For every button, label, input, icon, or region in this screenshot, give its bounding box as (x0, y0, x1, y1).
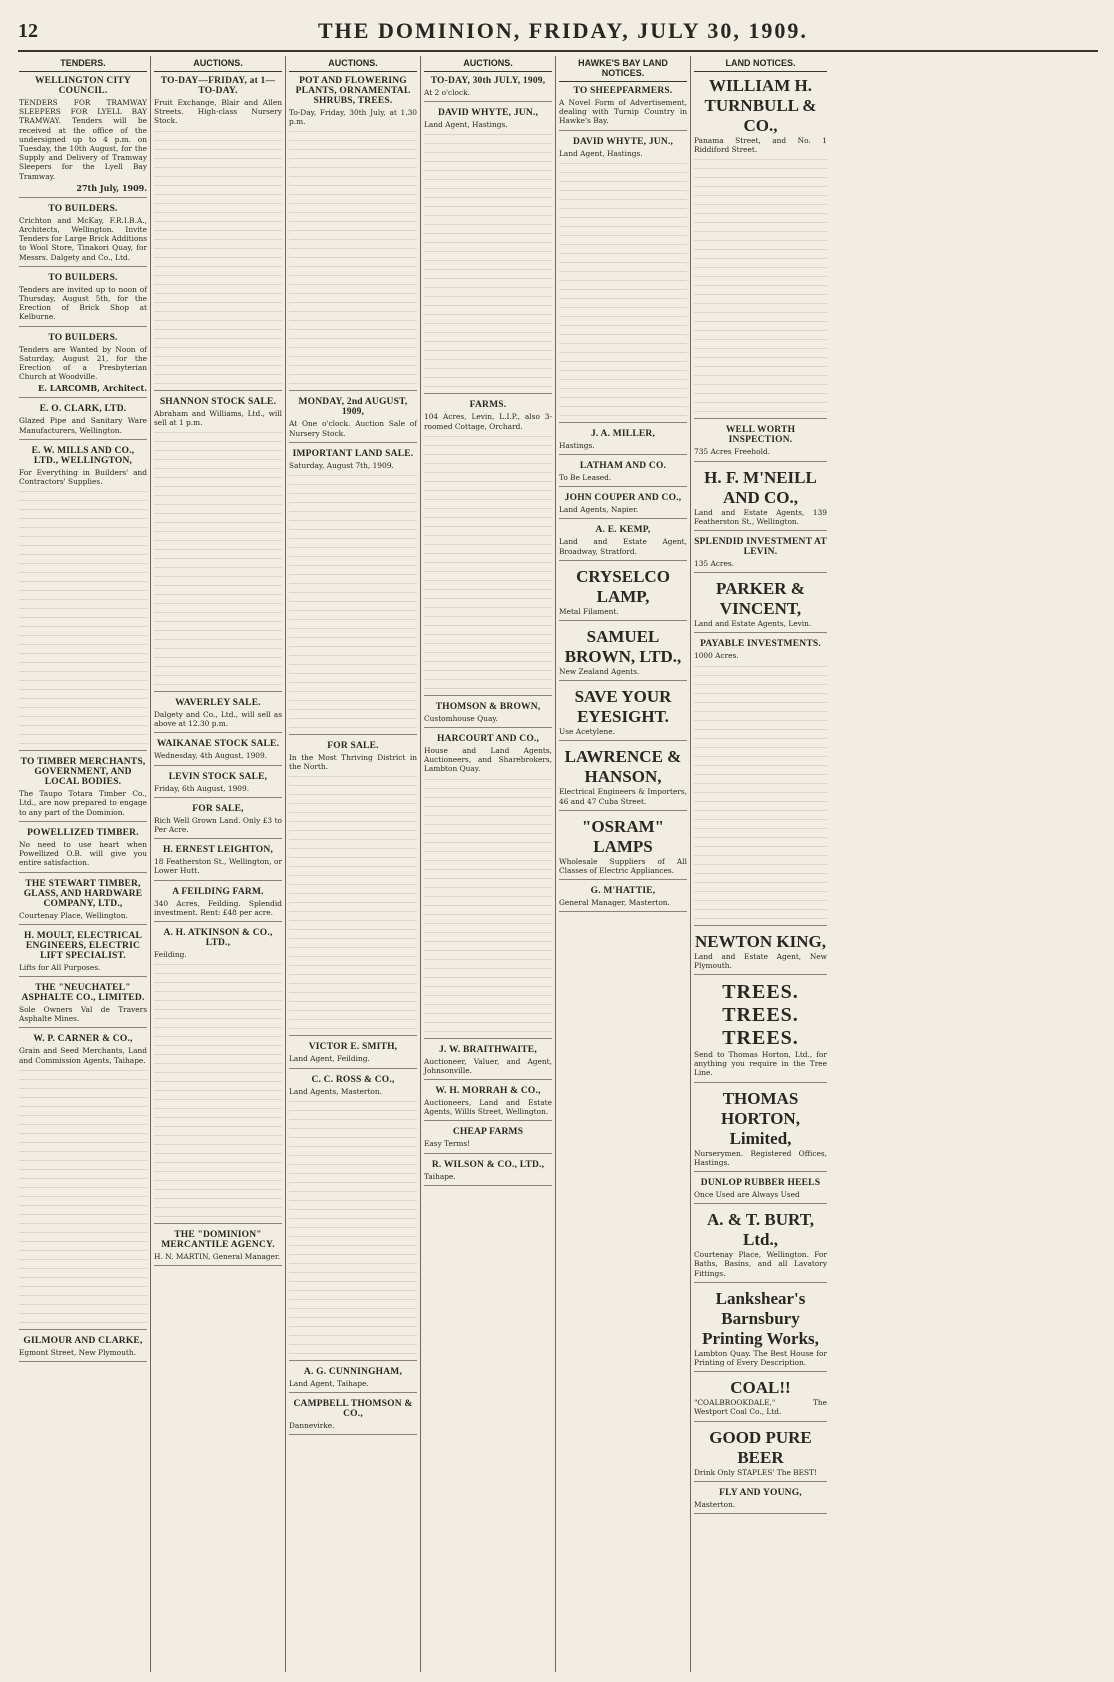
ad-body: In the Most Thriving District in the North. (289, 753, 417, 772)
ad-title: G. M'HATTIE, (590, 886, 656, 897)
ad (559, 567, 687, 621)
ad-body: Tenders are Wanted by Noon of Saturday, August 21, for the Erection of a Presbyterian Church at Woodville. (19, 344, 147, 382)
ad-body: Use Acetylene. (559, 727, 615, 737)
small-print (19, 486, 147, 746)
ad-title: J. A. MILLER, (590, 428, 656, 439)
small-print (154, 126, 282, 386)
ad (19, 76, 147, 198)
ad-title: SAVE YOUR EYESIGHT. (574, 687, 672, 727)
ad (559, 429, 687, 455)
ad-title: WAVERLEY SALE. (175, 698, 261, 709)
ad-title: TO BUILDERS. (48, 332, 118, 343)
ad-body: Rich Well Grown Land. Only £3 to Per Acre. (154, 815, 282, 835)
ad (154, 397, 282, 692)
ad-title: FOR SALE, (192, 803, 244, 814)
ad-title: H. F. M'NEILL AND CO., (704, 467, 817, 507)
ad-body: Land Agent, Hastings. (559, 148, 643, 158)
ad-body: Customhouse Quay. (424, 713, 498, 723)
ad-body: Friday, 6th August, 1909. (154, 783, 250, 793)
ad (19, 333, 147, 399)
ad-body: Land Agents, Napier. (559, 505, 639, 515)
ad-title: MONDAY, 2nd AUGUST, 1909, (298, 397, 408, 418)
ad-body: General Manager, Masterton. (559, 898, 670, 908)
ad-body: Land Agent, Feilding. (289, 1054, 370, 1064)
ad (694, 425, 827, 461)
ad-title: WELL WORTH INSPECTION. (725, 425, 796, 446)
ad-title: THE "DOMINION" MERCANTILE AGENCY. (161, 1230, 275, 1251)
ad-title: SHANNON STOCK SALE. (159, 396, 277, 407)
ad-body: Land and Estate Agent, Broadway, Stratford. (559, 537, 687, 556)
ad-body: Auctioneer, Valuer, and Agent, Johnsonville. (424, 1056, 552, 1075)
ad-body: Courtenay Place, Wellington. (19, 910, 128, 920)
ad-title: POWELLIZED TIMBER. (27, 827, 139, 838)
ad-body: Lifts for All Purposes. (19, 962, 101, 972)
ad (694, 579, 827, 633)
small-print (289, 1096, 417, 1356)
ad-body: H. N. MARTIN, General Manager. (154, 1252, 281, 1262)
ad (694, 981, 827, 1083)
ad-title: SAMUEL BROWN, LTD., (564, 627, 682, 667)
newspaper-title: THE DOMINION, FRIDAY, JULY 30, 1909. (318, 18, 808, 43)
column-header: AUCTIONS. (289, 56, 417, 72)
ad (694, 932, 827, 975)
ad-title: A. G. CUNNINGHAM, (303, 1366, 403, 1377)
columns (16, 56, 1100, 1672)
ad-body: Glazed Pipe and Sanitary Ware Manufacturers, Wellington. (19, 416, 147, 435)
ad (694, 639, 827, 925)
ad-title: SPLENDID INVESTMENT AT LEVIN. (694, 537, 827, 558)
ad (289, 397, 417, 442)
ad (289, 741, 417, 1036)
ad (19, 446, 147, 751)
ad (559, 687, 687, 741)
ad-body: Taihape. (424, 1171, 456, 1181)
ad-sig: 27th July, 1909. (76, 182, 147, 193)
ad-title: COAL!! (730, 1378, 791, 1398)
ad (424, 1160, 552, 1186)
ad-body: Lambton Quay. The Best House for Printing of Every Description. (694, 1348, 827, 1368)
ad-title: NEWTON KING, (695, 931, 826, 951)
ad (154, 698, 282, 733)
ad-body: Dannevirke. (289, 1421, 335, 1431)
ad-body: Land Agent, Hastings. (424, 120, 508, 130)
ad (154, 76, 282, 391)
ad (694, 1289, 827, 1372)
ad (694, 1488, 827, 1514)
ad-title: THOMSON & BROWN, (435, 701, 541, 712)
ad-body: 135 Acres. (694, 559, 734, 569)
ad (154, 845, 282, 880)
ad-title: FLY AND YOUNG, (719, 1487, 802, 1498)
ad (424, 108, 552, 394)
ad-title: R. WILSON & CO., LTD., (431, 1159, 545, 1170)
ad-title: TO-DAY, 30th JULY, 1909, (430, 76, 546, 86)
small-print (19, 1065, 147, 1325)
ad (694, 537, 827, 573)
ad-title: THE "NEUCHATEL" ASPHALTE CO., LIMITED. (21, 982, 145, 1003)
ad-title: LEVIN STOCK SALE, (168, 771, 268, 782)
ad (424, 76, 552, 102)
ad-body: Feilding. (154, 950, 187, 960)
small-print (289, 470, 417, 730)
small-print (694, 661, 827, 921)
ad-body: Once Used are Always Used (694, 1190, 800, 1200)
ad (19, 204, 147, 267)
ad-title: DAVID WHYTE, JUN., (572, 136, 674, 147)
small-print (559, 158, 687, 418)
ad-title: H. MOULT, ELECTRICAL ENGINEERS, ELECTRIC LIFT SPECIALIST. (23, 930, 143, 961)
ad-body: 104 Acres, Levin, L.I.P., also 3-roomed Cottage, Orchard. (424, 412, 552, 431)
column-header: AUCTIONS. (424, 56, 552, 72)
ad (559, 817, 687, 880)
ad-title: GOOD PURE BEER (709, 1427, 812, 1467)
ad (694, 1089, 827, 1172)
ad (289, 449, 417, 735)
column-auctions-3 (421, 56, 556, 1672)
small-print (424, 774, 552, 1034)
ad (694, 76, 827, 419)
ad (289, 1367, 417, 1393)
ad (424, 1045, 552, 1080)
column-header: LAND NOTICES. (694, 56, 827, 72)
ad (694, 1178, 827, 1204)
ad-title: H. ERNEST LEIGHTON, (162, 845, 274, 856)
ad-body: Auctioneers, Land and Estate Agents, Willis Street, Wellington. (424, 1098, 552, 1117)
ad (694, 1210, 827, 1283)
ad (154, 772, 282, 798)
column-header: AUCTIONS. (154, 56, 282, 72)
ad (559, 137, 687, 423)
ad-body: Sole Owners Val de Travers Asphalte Mines. (19, 1004, 147, 1024)
small-print (289, 771, 417, 1031)
ad-title: WELLINGTON CITY COUNCIL. (34, 76, 131, 96)
ad (289, 1399, 417, 1435)
ad (154, 739, 282, 765)
ad (19, 273, 147, 327)
ad-body: Land Agent, Taihape. (289, 1378, 369, 1388)
ad (559, 525, 687, 560)
ad-title: TO BUILDERS. (48, 272, 118, 283)
ad-body: To-Day, Friday, 30th July, at 1.30 p.m. (289, 108, 417, 127)
ad-title: "OSRAM" LAMPS (581, 816, 665, 856)
ad-body: 735 Acres Freehold. (694, 447, 771, 457)
ad-body: TENDERS FOR TRAMWAY SLEEPERS FOR LYELL BAY TRAMWAY. Tenders will be received at the office of the undersigned up to 4 p.m. on Tuesday, the 10th August, for the Supply and Delivery of Tramway Sleepers for the Lyell Bay Tramway. (19, 98, 147, 181)
ad-title: J. W. BRAITHWAITE, (439, 1044, 537, 1055)
ad-body: Easy Terms! (424, 1139, 471, 1149)
ad (289, 76, 417, 391)
ad-title: W. H. MORRAH & CO., (435, 1086, 541, 1097)
column-hawkes-bay (556, 56, 691, 1672)
ad-body: To Be Leased. (559, 473, 612, 483)
ad-body: Tenders are invited up to noon of Thursday, August 5th, for the Erection of Brick Shop at Kelburne. (19, 284, 147, 322)
ad (19, 757, 147, 822)
small-print (289, 126, 417, 386)
ad-title: W. P. CARNER & CO., (33, 1034, 133, 1045)
ad-body: "COALBROOKDALE," The Westport Coal Co., Ltd. (694, 1398, 827, 1417)
ad-title: CAMPBELL THOMSON & CO., (293, 1399, 413, 1420)
ad-title: A. H. ATKINSON & CO., LTD., (163, 928, 273, 949)
ad-body: Courtenay Place, Wellington. For Baths, Basins, and all Lavatory Fittings. (694, 1250, 827, 1278)
ad-body: 340 Acres, Feilding. Splendid investment. Rent: £48 per acre. (154, 898, 282, 917)
ad-body: 18 Featherston St., Wellington, or Lower Hutt. (154, 857, 282, 876)
column-header: HAWKE'S BAY LAND NOTICES. (559, 56, 687, 82)
ad (154, 887, 282, 922)
column-land-notices (691, 56, 830, 1672)
ad-title: TO BUILDERS. (48, 203, 118, 214)
ad (559, 86, 687, 131)
ad (289, 1042, 417, 1068)
ad-title: A FEILDING FARM. (172, 886, 264, 897)
ad-body: At 2 o'clock. (424, 88, 470, 97)
ad (559, 493, 687, 519)
ad-body: Land and Estate Agent, New Plymouth. (694, 951, 827, 970)
ad-body: 1000 Acres. (694, 651, 739, 661)
ad-title: DAVID WHYTE, JUN., (437, 108, 539, 119)
small-print (424, 129, 552, 389)
ad-body: New Zealand Agents. (559, 667, 640, 677)
ad-body: Wednesday, 4th August, 1909. (154, 751, 268, 761)
ad-title: CHEAP FARMS (452, 1127, 524, 1138)
ad-title: E. W. MILLS AND CO., LTD., WELLINGTON, (31, 445, 135, 466)
ad-body: Abraham and Williams, Ltd., will sell at 1 p.m. (154, 408, 282, 427)
ad (154, 1230, 282, 1266)
ad-sig: E. LARCOMB, Architect. (38, 383, 147, 394)
ad (19, 931, 147, 977)
ad (154, 928, 282, 1224)
ad-body: Dalgety and Co., Ltd., will sell as above at 12.30 p.m. (154, 710, 282, 729)
ad-title: VICTOR E. SMITH, (308, 1042, 398, 1053)
ad (694, 1378, 827, 1421)
ad (424, 1086, 552, 1121)
ad-body: Grain and Seed Merchants, Land and Commission Agents, Taihape. (19, 1046, 147, 1065)
ad-body: Nurserymen. Registered Offices, Hastings. (694, 1148, 827, 1167)
column-tenders (16, 56, 151, 1672)
ad (19, 828, 147, 873)
ad-body: Electrical Engineers & Importers, 46 and 47 Cuba Street. (559, 787, 687, 806)
ad (424, 702, 552, 728)
ad (559, 747, 687, 810)
ad-title: TREES. TREES. TREES. (722, 981, 799, 1050)
column-header: TENDERS. (19, 56, 147, 72)
ad-body: Panama Street, and No. 1 Riddiford Street. (694, 136, 827, 155)
ad-body: Land and Estate Agents, 139 Featherston St., Wellington. (694, 507, 827, 526)
ad-title: LAWRENCE & HANSON, (564, 747, 682, 787)
page-number: 12 (18, 20, 38, 42)
ad-body: Send to Thomas Horton, Ltd., for anything you require in the Tree Line. (694, 1050, 827, 1078)
ad-body: At One o'clock. Auction Sale of Nursery Stock. (289, 419, 417, 438)
ad-title: DUNLOP RUBBER HEELS (700, 1178, 821, 1189)
ad-body: Land and Estate Agents, Levin. (694, 619, 812, 629)
ad-body: Wholesale Suppliers of All Classes of Electric Appliances. (559, 856, 687, 876)
column-auctions-1 (151, 56, 286, 1672)
ad-title: FOR SALE. (327, 741, 379, 752)
ad (19, 404, 147, 439)
ad (424, 1127, 552, 1153)
ad-body: Hastings. (559, 440, 595, 450)
ad-title: CRYSELCO LAMP, (576, 566, 670, 606)
ad-title: JOHN COUPER AND CO., (564, 493, 682, 504)
ad-title: C. C. ROSS & CO., (311, 1074, 395, 1085)
ad-title: LATHAM AND CO. (579, 461, 667, 472)
ad (559, 627, 687, 681)
ad (19, 1034, 147, 1329)
ad-title: WAIKANAE STOCK SALE. (156, 739, 280, 750)
ad-body: Saturday, August 7th, 1909. (289, 460, 394, 470)
column-auctions-2 (286, 56, 421, 1672)
ad-title: IMPORTANT LAND SALE. (292, 448, 414, 459)
ad-body: House and Land Agents, Auctioneers, and Sharebrokers, Lambton Quay. (424, 746, 552, 774)
ad-title: POT AND FLOWERING PLANTS, ORNAMENTAL SHRUBS, TREES. (295, 76, 411, 106)
ad (694, 468, 827, 531)
small-print (154, 427, 282, 687)
ad-title: PARKER & VINCENT, (716, 579, 805, 619)
ad-title: E. O. CLARK, LTD. (39, 404, 127, 415)
ad-body: No need to use heart when Powellized O.B. will give you entire satisfaction. (19, 839, 147, 868)
ad-body: A Novel Form of Advertisement, dealing with Turnip Country in Hawke's Bay. (559, 98, 687, 126)
ad-body: Egmont Street, New Plymouth. (19, 1347, 136, 1357)
ad-title: THOMAS HORTON, Limited, (721, 1088, 800, 1148)
ad-title: GILMOUR AND CLARKE, (23, 1335, 143, 1346)
ad (19, 983, 147, 1028)
small-print (424, 431, 552, 691)
ad-body: Fruit Exchange, Blair and Allen Streets. High-class Nursery Stock. (154, 98, 282, 126)
ad-title: A. & T. BURT, Ltd., (706, 1210, 815, 1250)
ad (424, 400, 552, 695)
ad (559, 886, 687, 912)
ad-title: A. E. KEMP, (595, 525, 651, 536)
small-print (694, 154, 827, 414)
ad-body: The Taupo Totara Timber Co., Ltd., are now prepared to engage to any part of the Dominion. (19, 789, 147, 817)
ad (19, 879, 147, 925)
ad (19, 1336, 147, 1362)
ad-body: Metal Filament. (559, 606, 619, 616)
ad-title: FARMS. (469, 400, 507, 411)
ad-body: For Everything in Builders' and Contractors' Supplies. (19, 467, 147, 487)
ad-title: WILLIAM H. TURNBULL & CO., (704, 76, 817, 135)
ad-title: TO-DAY—FRIDAY, at 1—TO-DAY. (160, 76, 276, 96)
ad (289, 1075, 417, 1361)
ad (424, 734, 552, 1039)
ad-title: Lankshear's Barnsbury Printing Works, (702, 1288, 819, 1348)
ad-body: Land Agents, Masterton. (289, 1086, 382, 1096)
ad-body: Crichton and McKay, F.R.I.B.A., Architects, Wellington. Invite Tenders for Large Brick Additions to Wool Store, Tinakori Quay, for Messrs. Dalgety and Co., Ltd. (19, 215, 147, 262)
ad-title: TO SHEEPFARMERS. (573, 86, 673, 96)
ad (694, 1428, 827, 1482)
small-print (154, 959, 282, 1219)
ad-title: THE STEWART TIMBER, GLASS, AND HARDWARE COMPANY, LTD., (23, 878, 143, 909)
ad (559, 461, 687, 487)
ad (154, 804, 282, 839)
ad-title: TO TIMBER MERCHANTS, GOVERNMENT, AND LOCAL BODIES. (20, 757, 146, 788)
ad-title: PAYABLE INVESTMENTS. (700, 639, 821, 650)
ad-body: Drink Only STAPLES' The BEST! (694, 1467, 817, 1477)
masthead (18, 12, 1098, 52)
ad-title: HARCOURT AND CO., (436, 734, 540, 745)
ad-body: Masterton. (694, 1499, 736, 1509)
